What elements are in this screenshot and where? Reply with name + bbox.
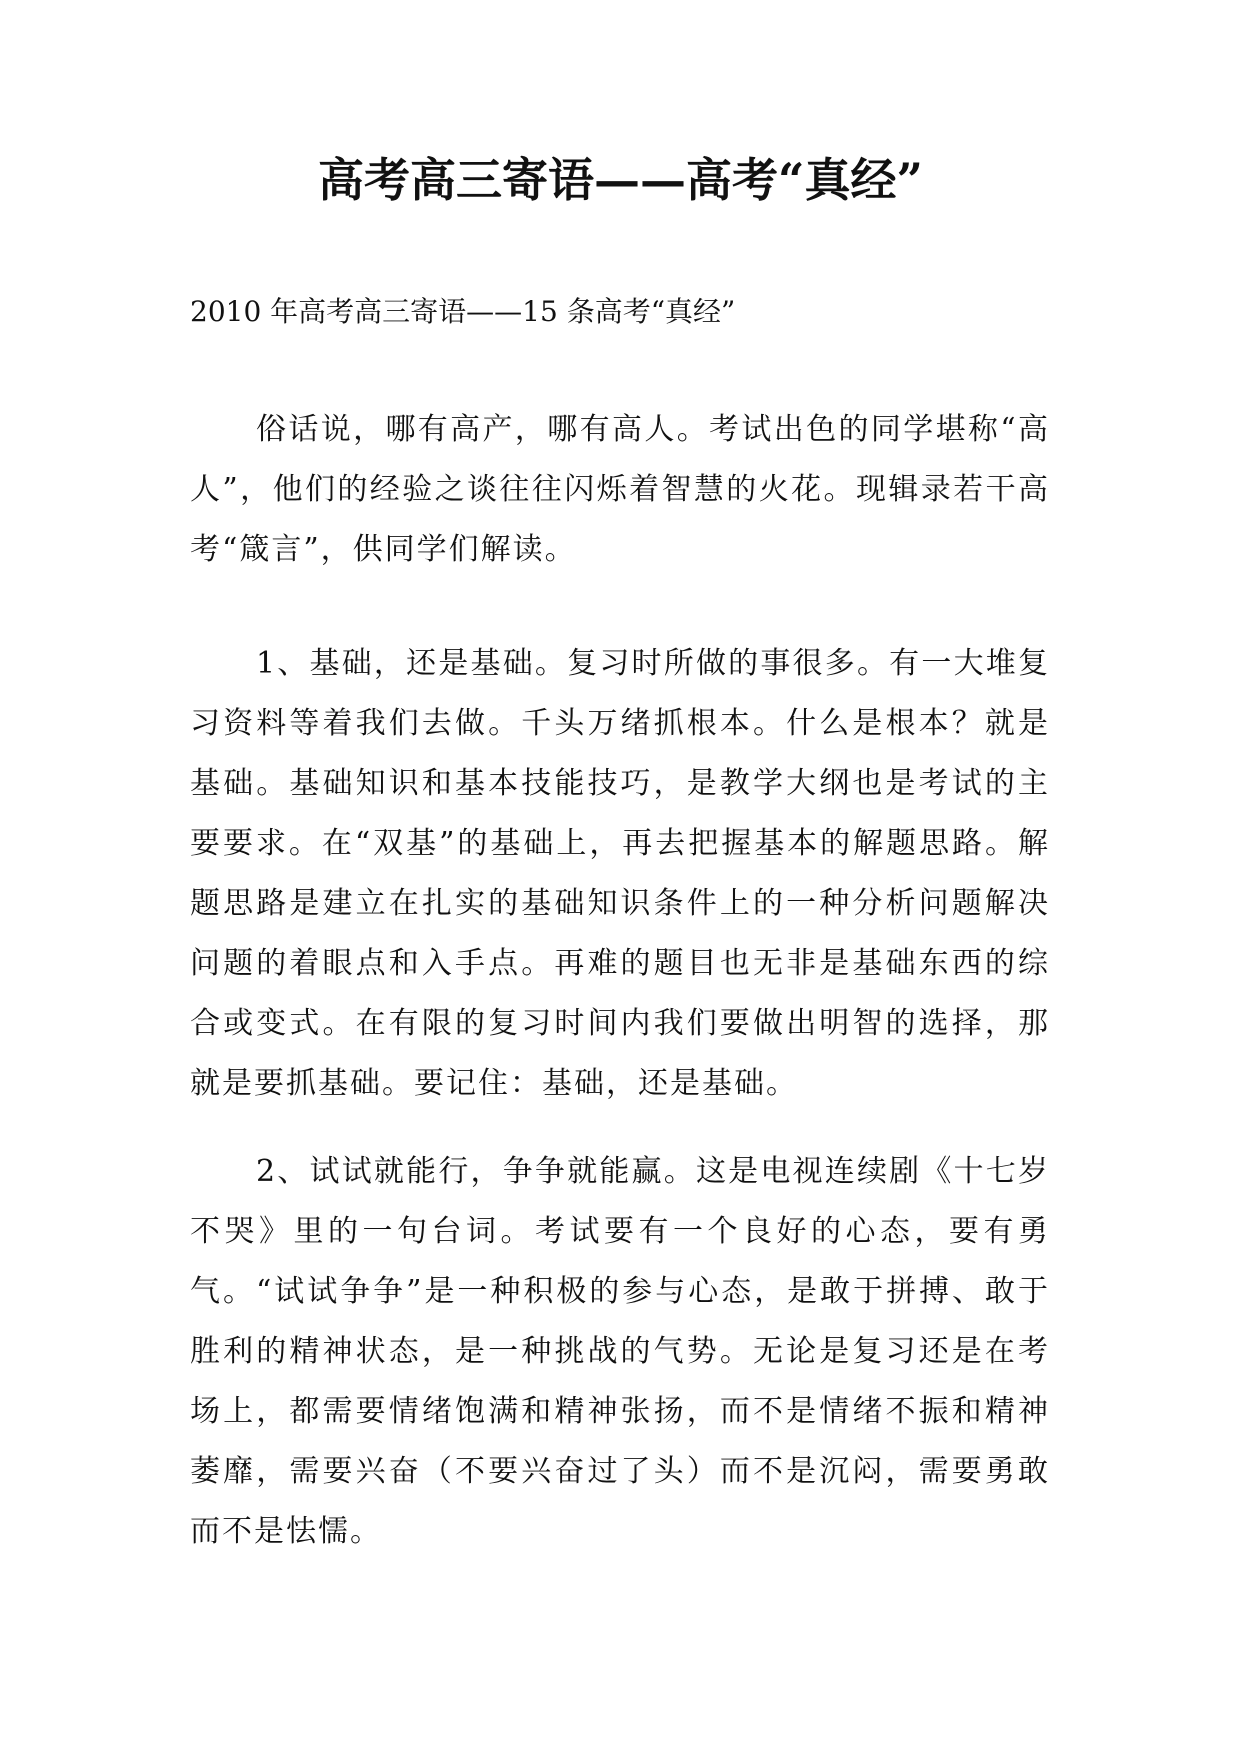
document-subtitle: 2010 年高考高三寄语——15 条高考“真经” xyxy=(190,295,736,328)
paragraph-item-2: 2、试试就能行，争争就能赢。这是电视连续剧《十七岁不哭》里的一句台词。考试要有一个良好的心态，要有勇气。“试试争争”是一种积极的参与心态，是敢于拼搏、敢于胜利的精神状态，是一种挑战的气势。无论是复习还是在考场上，都需要情绪饱满和精神张扬，而不是情绪不振和精神萎靡，需要兴奋（不要兴奋过了头）而不是沉闷，需要勇敢而不是怯懦。 xyxy=(190,1154,1050,1549)
paragraph-item-1: 1、基础，还是基础。复习时所做的事很多。有一大堆复习资料等着我们去做。千头万绪抓根本。什么是根本？就是基础。基础知识和基本技能技巧，是教学大纲也是考试的主要要求。在“双基”的基础上，再去把握基本的解题思路。解题思路是建立在扎实的基础知识条件上的一种分析问题解决问题的着眼点和入手点。再难的题目也无非是基础东西的综合或变式。在有限的复习时间内我们要做出明智的选择，那就是要抓基础。要记住：基础，还是基础。 xyxy=(190,646,1050,1101)
document-title: 高考高三寄语——高考“真经” xyxy=(318,153,923,207)
paragraph-intro: 俗话说，哪有高产，哪有高人。考试出色的同学堪称“高人”，他们的经验之谈往往闪烁着智慧的火花。现辑录若干高考“箴言”，供同学们解读。 xyxy=(190,412,1050,567)
